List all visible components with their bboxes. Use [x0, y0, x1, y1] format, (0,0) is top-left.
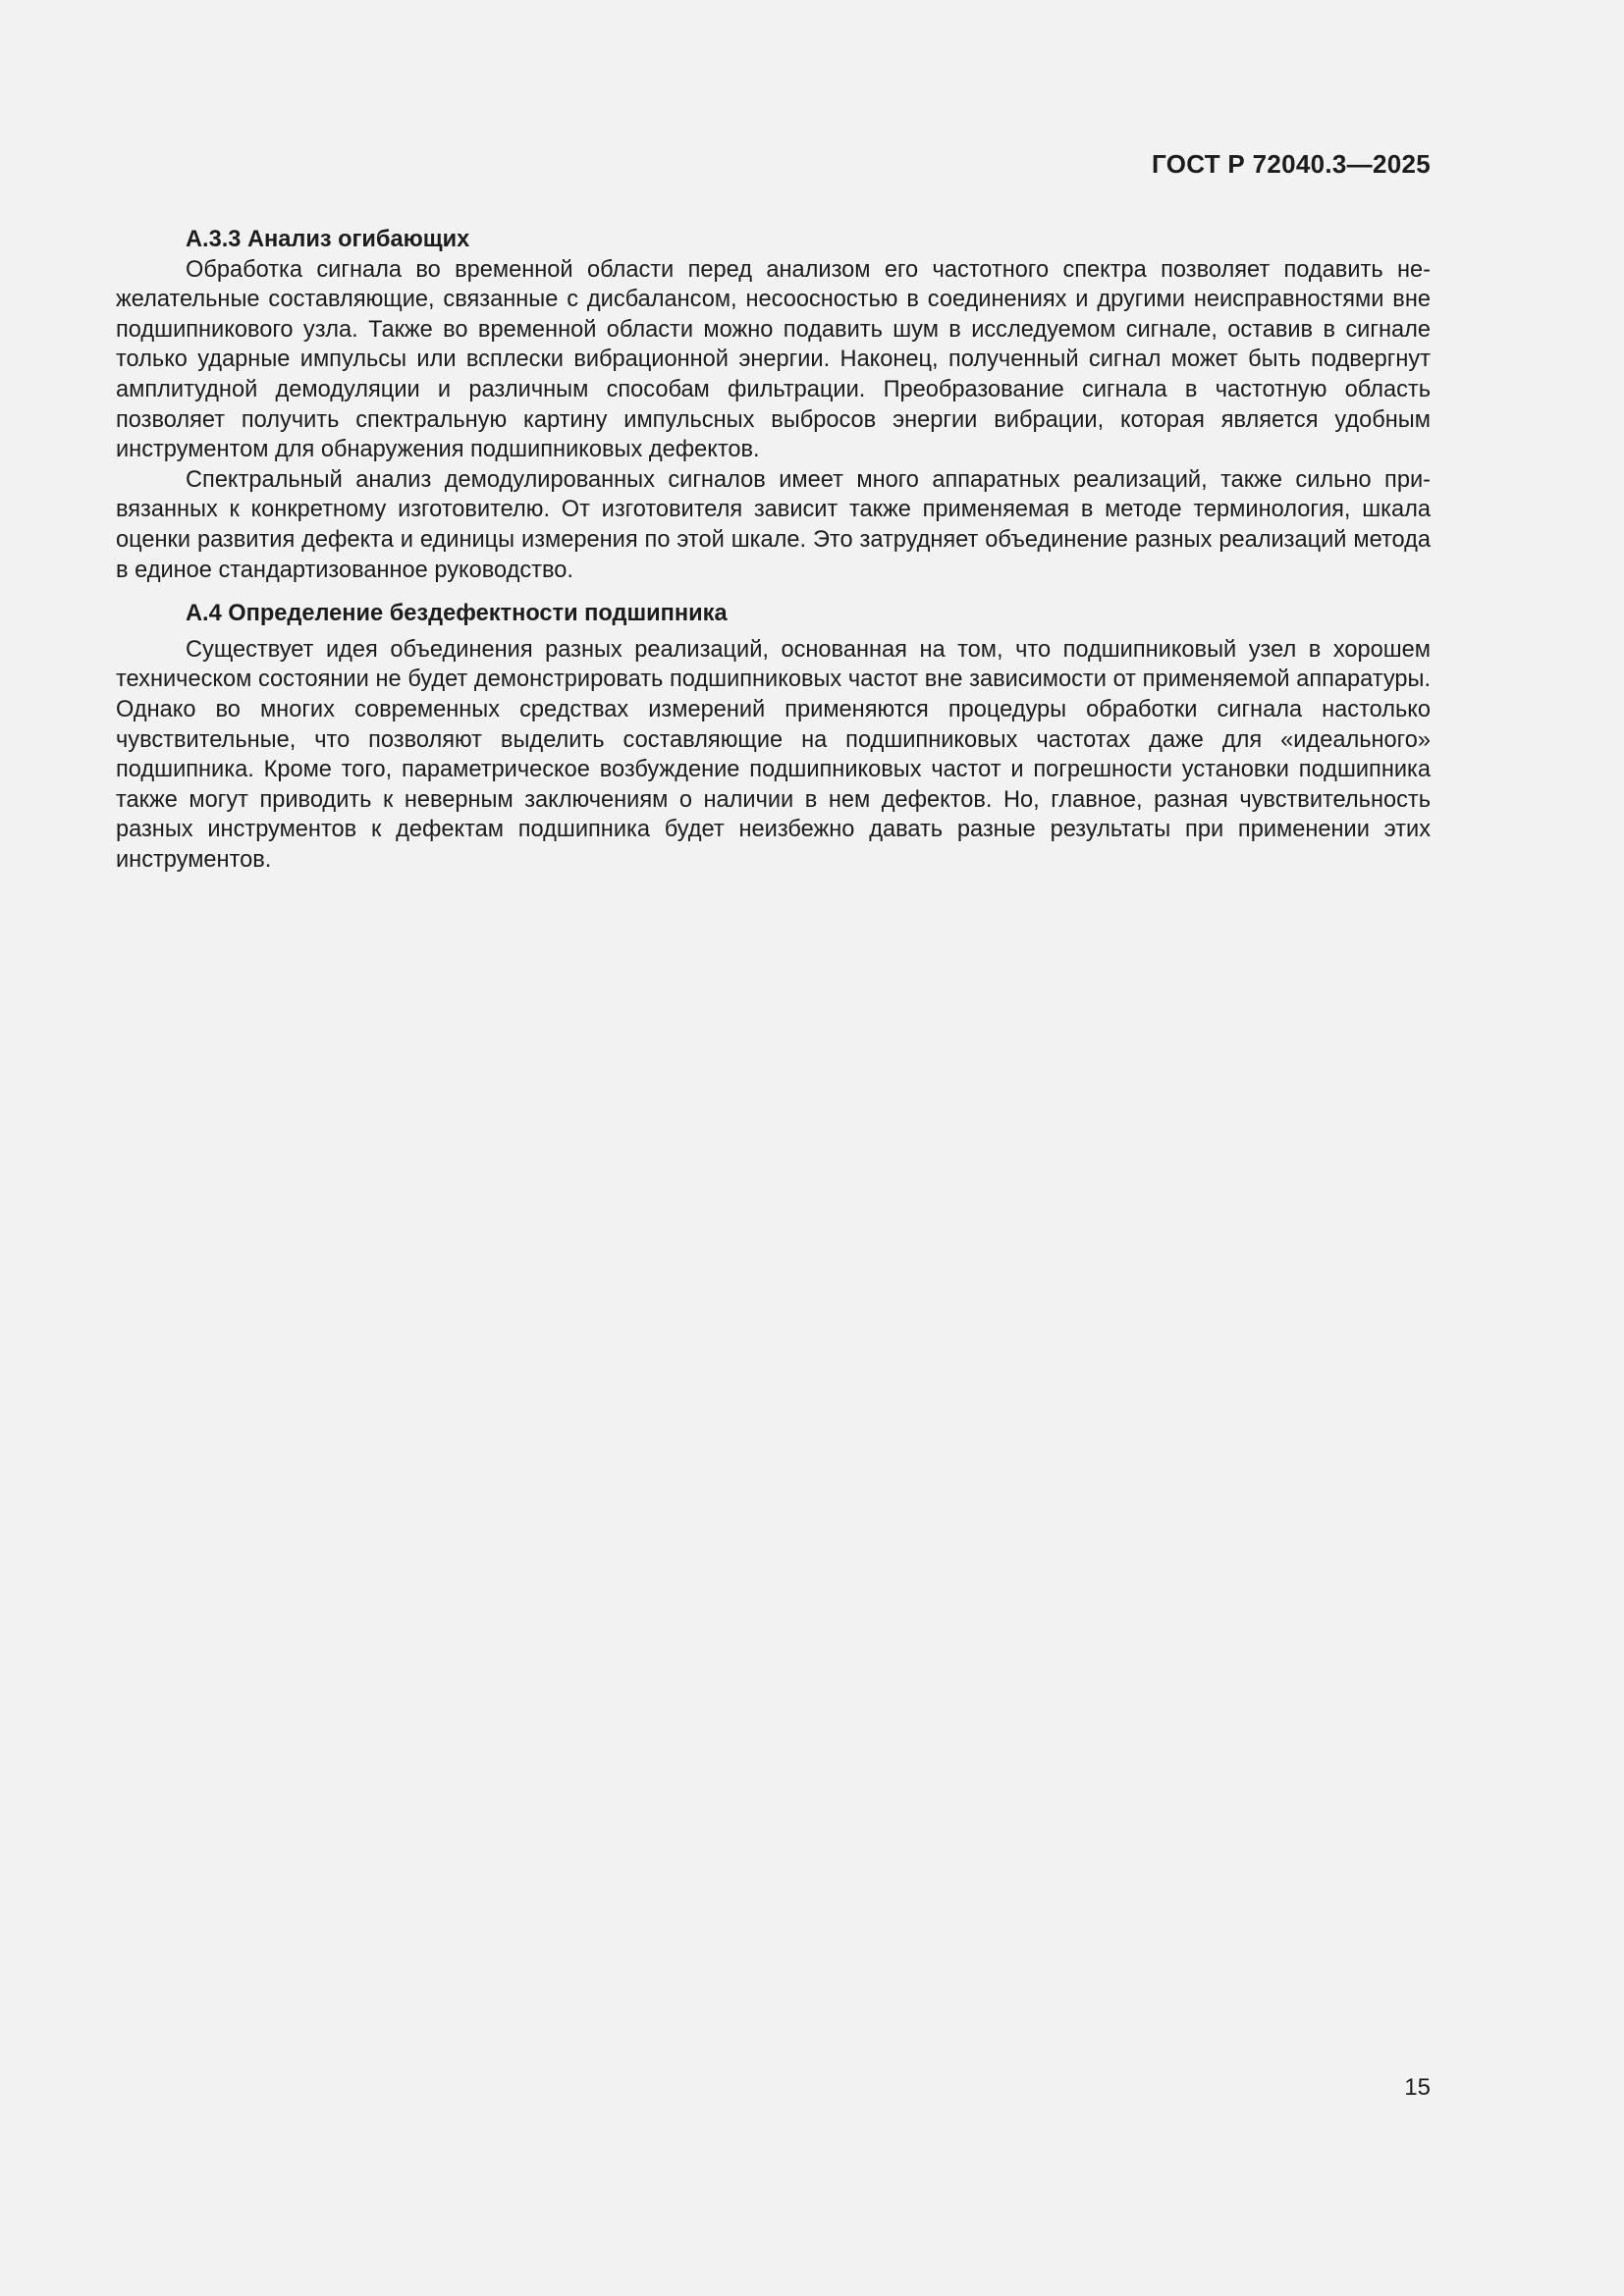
section-heading-a4: А.4 Определение бездефектности подшипника [186, 601, 728, 627]
page-content [116, 225, 1431, 875]
paragraph-a33-2: Спектральный анализ демодулированных сигналов имеет много аппаратных реализаций, также сильно привязанных к конкретному изготовителю. От изготовителя зависит также применяемая в методе терминология, шкала оценки развития дефекта и единицы измерения по этой шкале. Это затрудняет объединение разных реализаций метода в единое стандартизованное руководство. [116, 466, 1431, 583]
paragraph-a4-1: Существует идея объединения разных реализаций, основанная на том, что подшипниковый узел в хорошем техническом состоянии не будет демонстрировать подшипниковых частот вне зависимости от применяемой аппаратуры. Однако во многих современных средствах измерений применяются процедуры обработки сигнала настолько чувствительные, что позволяют выделить составляющие на подшипниковых частотах даже для «идеального» подшипника. Кроме того, параметрическое возбуждение подшипниковых частот и погрешности установки подшипника также могут приводить к неверным заключениям о наличии в нем дефектов. Но, главное, разная чувствительность разных инструментов к дефектам подшипника будет неизбежно давать разные результаты при применении этих инструментов. [116, 636, 1431, 873]
page-number: 15 [1404, 2074, 1431, 2101]
paragraph-a33-1: Обработка сигнала во временной области перед анализом его частотного спектра позволяет подавить нежелательные составляющие, связанные с дисбалансом, несоосностью в соединениях и другими неисправностями вне подшипникового узла. Также во временной области можно подавить шум в исследуемом сигнале, оставив в сигнале только ударные импульсы или всплески вибрационной энергии. Наконец, полученный сигнал может быть подвергнут амплитудной демодуляции и различным способам фильтрации. Преобразование сигнала в частотную область позволяет получить спектральную картину импульсных выбросов энергии вибрации, которая является удобным инструментом для обнаружения подшипниковых дефектов. [116, 256, 1431, 463]
document-code: ГОСТ Р 72040.3—2025 [1152, 149, 1431, 179]
section-heading-a33: А.3.3 Анализ огибающих [186, 227, 470, 252]
